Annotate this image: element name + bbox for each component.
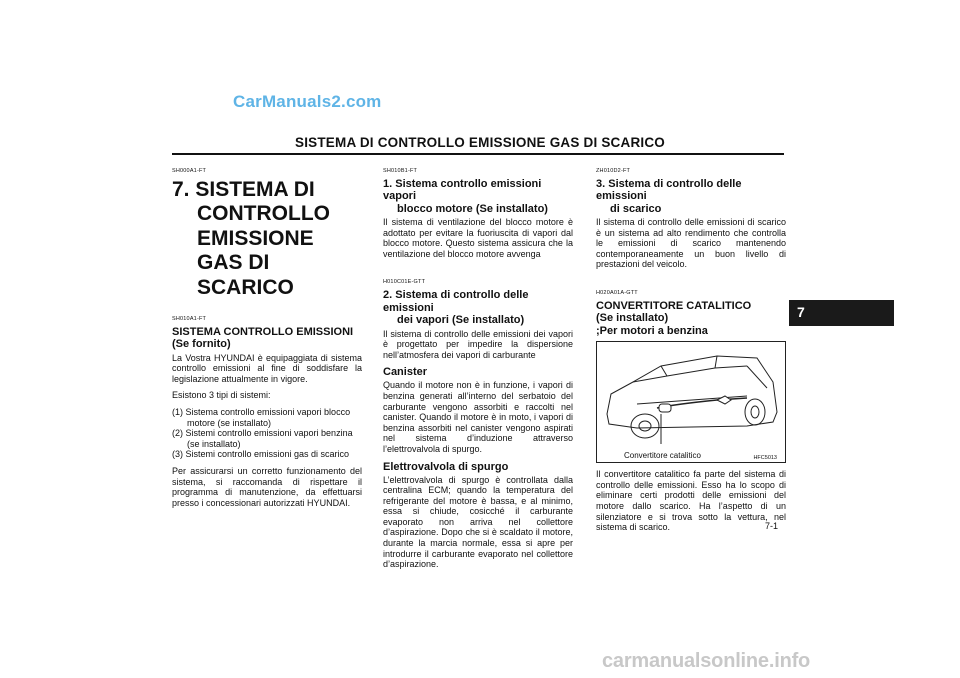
figure-caption: Convertitore catalitico xyxy=(624,451,701,461)
subheading-purge-valve: Elettrovalvola di spurgo xyxy=(383,460,509,473)
chapter-title-line-1: 7. SISTEMA DI xyxy=(172,177,315,201)
section-heading xyxy=(596,300,786,338)
section-code: SH000A1-FT xyxy=(172,168,207,174)
heading-line-1: 2. Sistema di controllo delle emissioni xyxy=(383,289,529,314)
page-number: 7-1 xyxy=(765,521,779,531)
chapter-title-line-2: CONTROLLO xyxy=(197,202,330,226)
paragraph: Esistono 3 tipi di sistemi: xyxy=(172,390,271,401)
car-underbody-illustration xyxy=(597,342,785,450)
section-code: ZH010D2-FT xyxy=(596,168,631,174)
chapter-tab xyxy=(789,300,894,326)
column-2 xyxy=(383,166,573,576)
heading-line-2: blocco motore (Se installato) xyxy=(397,202,548,215)
section-heading xyxy=(172,326,362,351)
figure-code: HFC5013 xyxy=(753,455,777,462)
paragraph: Per assicurarsi un corretto funzionamento del sistema, si raccomanda di rispettare il programma di manutenzione, da effettuarsi presso i concessionari autorizzati HYUNDAI. xyxy=(172,466,362,508)
column-1 xyxy=(172,166,362,514)
paragraph: La Vostra HYUNDAI è equipaggiata di sistema controllo emissioni al fine di soddisfare la legislazione attualmente in vigore. xyxy=(172,352,362,384)
systems-list xyxy=(172,407,362,460)
chapter-title xyxy=(172,178,362,301)
list-item: (3) Sistemi controllo emissioni gas di scarico xyxy=(172,449,350,460)
watermark-carmanualsonline: carmanualsonline.info xyxy=(602,650,811,672)
watermark-carmanuals2: CarManuals2.com xyxy=(233,92,382,111)
paragraph: Quando il motore non è in funzione, i vapori di benzina generati all’interno del serbatoio del carburante vengono assorbiti e raccolti nel canister. Quando il motore è in moto, i vapori di benzina assorbiti nel canister vengono aspirati nel sistema d’induzione attraverso l’elettrovalvola di spurgo. xyxy=(383,380,573,454)
section-code: SH010A1-FT xyxy=(172,316,207,323)
catalytic-converter-figure xyxy=(596,341,786,463)
paragraph: L’elettrovalvola di spurgo è controllata dalla centralina ECM; quando la temperatura del refrigerante del motore è bassa, e al minimo, essa si chiude, cosicché il carburante evaporato non arriva nel collettore d’aspirazione. Dopo che si è scaldato il motore, durante la marcia normale, essa si apre per introdurre il carburante evaporato nel collettore d’aspirazione. xyxy=(383,474,573,570)
section-heading xyxy=(596,178,786,216)
heading-line-1: CONVERTITORE CATALITICO xyxy=(596,299,752,312)
section-code: H020A01A-GTT xyxy=(596,290,638,297)
column-3 xyxy=(596,166,786,539)
section-code: SH010B1-FT xyxy=(383,168,418,174)
list-item: (1) Sistema controllo emissioni vapori blocco motore (se installato) xyxy=(172,407,351,428)
chapter-title-line-4: SCARICO xyxy=(197,275,294,299)
heading-line-1: 1. Sistema controllo emissioni vapori xyxy=(383,177,542,203)
header-rule xyxy=(172,153,784,155)
section-heading-line-2: (Se fornito) xyxy=(172,338,231,351)
heading-line-1: 3. Sistema di controllo delle emissioni xyxy=(596,177,742,203)
paragraph: Il sistema di controllo delle emissioni di scarico è un sistema ad alto rendimento che controlla le emissioni di scarico mantenendo contemporaneamente un buon livello di prestazioni del veicolo. xyxy=(596,217,786,270)
heading-line-2: (Se installato) xyxy=(596,312,669,325)
section-heading xyxy=(383,289,573,327)
section-heading-line-1: SISTEMA CONTROLLO EMISSIONI xyxy=(172,325,354,338)
page-header-title: SISTEMA DI CONTROLLO EMISSIONE GAS DI SCARICO xyxy=(294,135,666,150)
paragraph: Il convertitore catalitico fa parte del sistema di controllo delle emissioni. Esso ha lo scopo di eliminare certi prodotti delle emissioni del motore dallo scarico. Ha l’aspetto di un silenziatore e si trova sotto la vettura, nel sistema di scarico. xyxy=(596,469,786,533)
paragraph: Il sistema di ventilazione del blocco motore è adottato per evitare la fuoriuscita di vapori dal blocco motore. Questo sistema assicura che la ventilazione del blocco motore avvenga xyxy=(383,217,573,259)
section-heading xyxy=(383,178,573,216)
paragraph: Il sistema di controllo delle emissioni dei vapori è progettato per impedire la dispersione nell’atmosfera dei vapori di carburante xyxy=(383,328,573,360)
heading-line-2: di scarico xyxy=(610,202,662,215)
chapter-tab-label: 7 xyxy=(797,304,805,320)
heading-line-2: dei vapori (Se installato) xyxy=(397,314,525,327)
heading-line-3: ;Per motori a benzina xyxy=(596,324,708,337)
section-code: H010C01E-GTT xyxy=(383,279,426,286)
chapter-title-line-3: EMISSIONE GAS DI xyxy=(197,226,314,275)
list-item: (2) Sistemi controllo emissioni vapori benzina (se installato) xyxy=(172,428,353,449)
subheading-canister: Canister xyxy=(383,366,428,379)
